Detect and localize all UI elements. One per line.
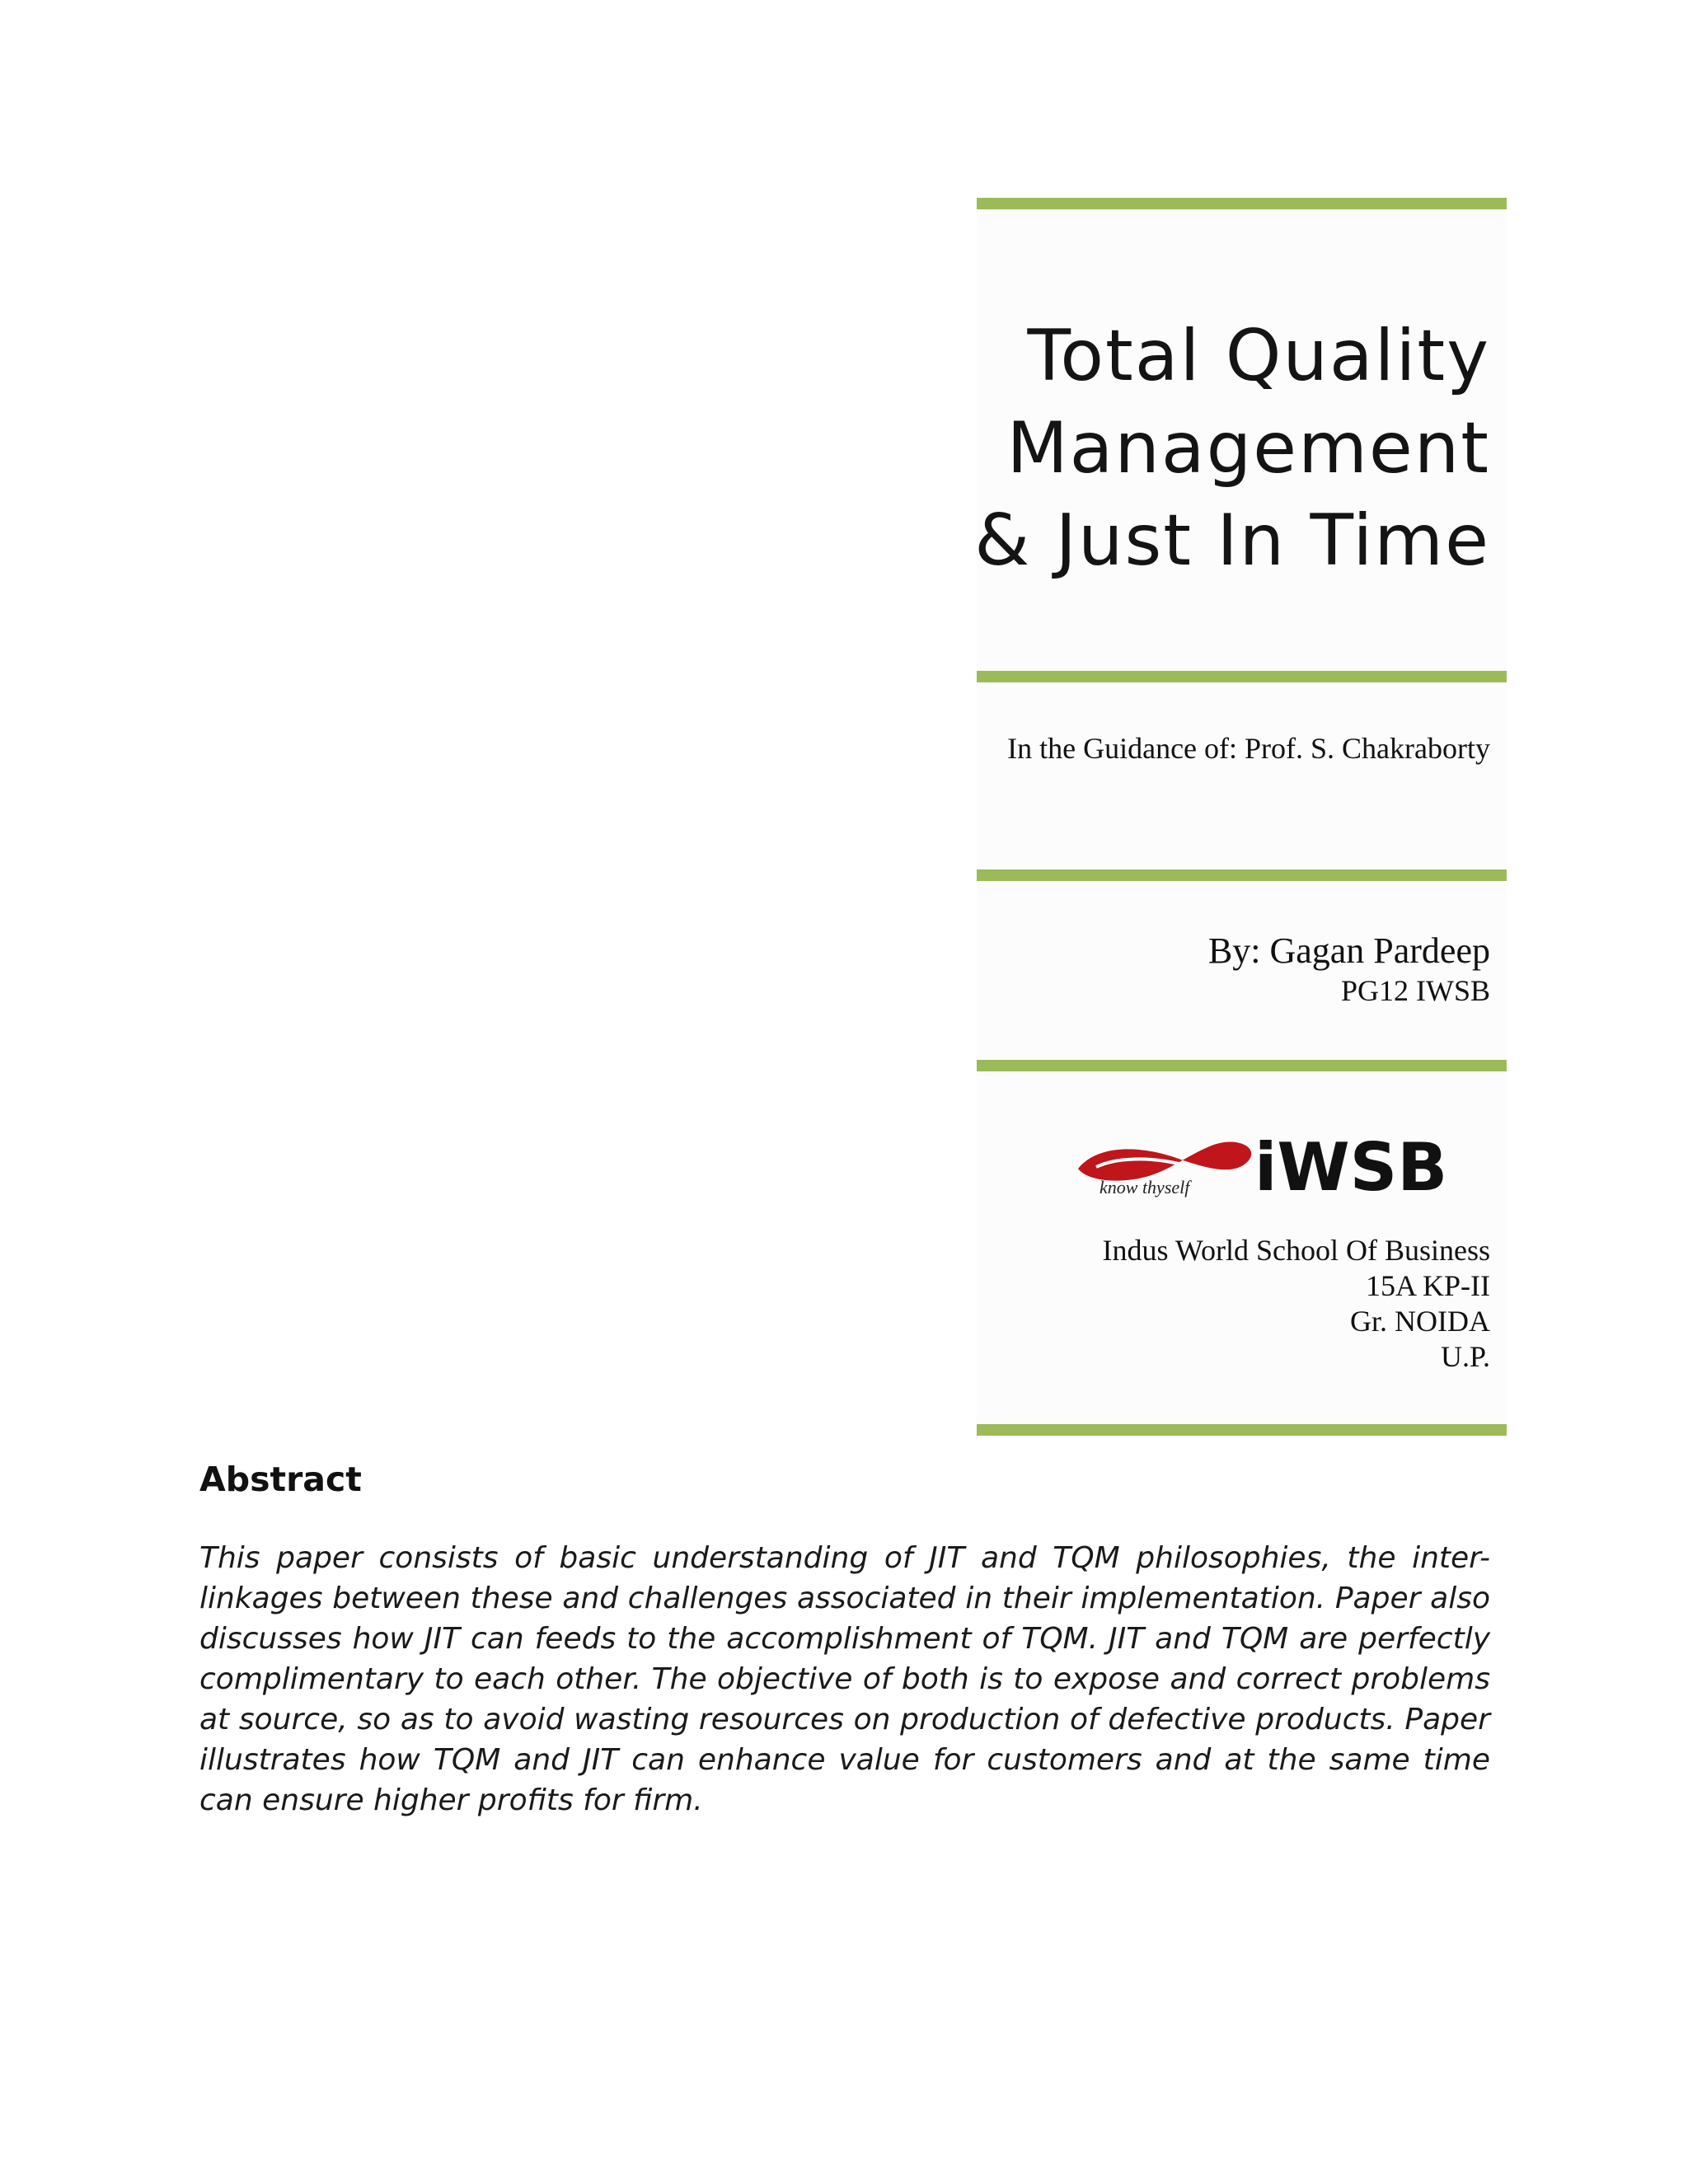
- author-group: PG12 IWSB: [1340, 974, 1490, 1007]
- author-block: [963, 930, 1490, 1009]
- accent-rule-after-title: [977, 671, 1507, 682]
- guidance-line: In the Guidance of: Prof. S. Chakraborty: [1007, 732, 1490, 765]
- address-line-1: Indus World School Of Business: [1102, 1234, 1490, 1267]
- accent-rule-after-author: [977, 1060, 1507, 1071]
- abstract-body: This paper consists of basic understanding of JIT and TQM philosophies, the inter-linkages between these and challenges associated in their implementation. Paper also discusses how JIT can feeds to the accomplishment of TQM. JIT and TQM are perfectly complimentary to each other. The objective of both is to expose and correct problems at source, so as to avoid wasting resources on production of defective products. Paper illustrates how TQM and JIT can enhance value for customers and at the same time can ensure higher profits for firm.: [199, 1541, 1490, 1817]
- address-line-2: 15A KP-II: [1366, 1269, 1490, 1302]
- logo-wordmark: iWSB: [1254, 1129, 1448, 1202]
- title-line-3: & Just In Time: [974, 499, 1490, 582]
- title-line-1: Total Quality: [1027, 314, 1490, 397]
- logo-tagline: know thyself: [1100, 1177, 1190, 1197]
- address-line-3: Gr. NOIDA: [1350, 1305, 1490, 1338]
- abstract-heading: Abstract: [199, 1460, 362, 1499]
- author-name: By: Gagan Pardeep: [1207, 930, 1490, 971]
- title-line-2: Management: [1006, 406, 1490, 490]
- accent-rule-top: [977, 198, 1507, 209]
- school-address: [963, 1233, 1490, 1375]
- document-title: [963, 310, 1490, 587]
- accent-rule-bottom: [977, 1424, 1507, 1436]
- iwsb-logo: [1071, 1127, 1492, 1202]
- address-line-4: U.P.: [1440, 1340, 1490, 1373]
- accent-rule-after-guidance: [977, 869, 1507, 881]
